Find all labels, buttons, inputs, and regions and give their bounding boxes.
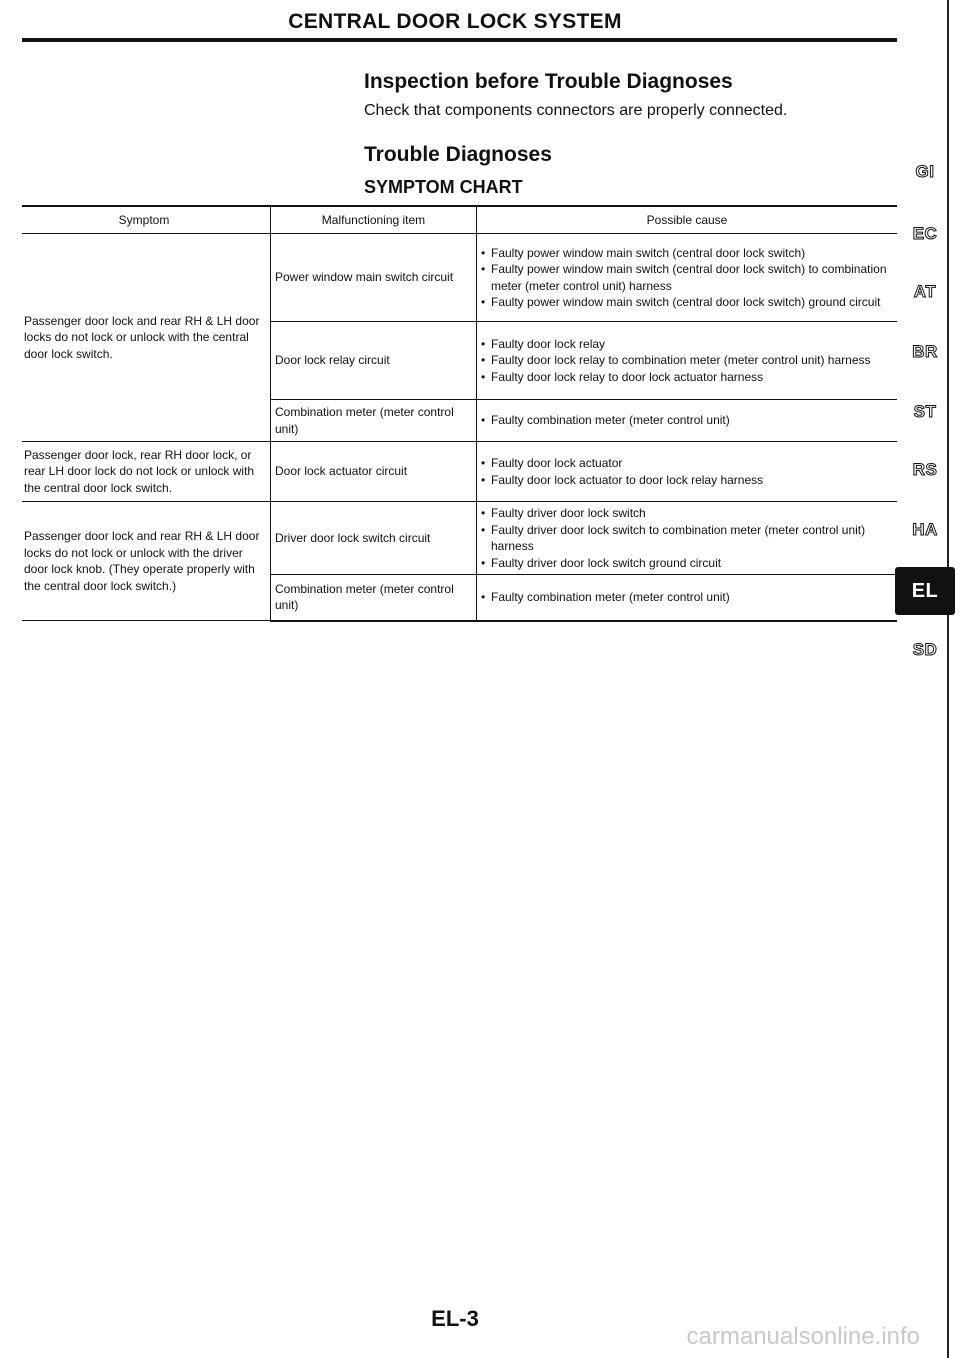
trouble-diagnoses-heading: Trouble Diagnoses (364, 143, 552, 166)
section-tab-gi[interactable]: GI (915, 162, 935, 181)
watermark: carmanualsonline.info (686, 1323, 920, 1350)
cause-cell (477, 400, 898, 442)
cause-item: • Faulty door lock actuator (481, 455, 893, 472)
table-row (22, 502, 897, 575)
header-malfunctioning-item: Malfunctioning item (271, 206, 477, 234)
item-cell: Driver door lock switch circuit (271, 502, 477, 575)
cause-item: • Faulty combination meter (meter control unit) (481, 589, 893, 606)
cause-item: • Faulty door lock relay (481, 336, 893, 353)
cause-cell (477, 575, 898, 621)
cause-item: • Faulty power window main switch (central door lock switch) ground circuit (481, 294, 893, 311)
header-rule (22, 38, 897, 42)
section-tab-br[interactable]: BR (912, 342, 938, 361)
inspection-text: Check that components connectors are properly connected. (364, 102, 788, 119)
symptom-chart-title: SYMPTOM CHART (364, 177, 523, 197)
section-tab-ec[interactable]: EC (912, 224, 938, 243)
cause-item: • Faulty door lock actuator to door lock relay harness (481, 472, 893, 489)
symptom-cell: Passenger door lock, rear RH door lock, or rear LH door lock do not lock or unlock with the central door lock switch. (22, 442, 271, 502)
table-row (22, 442, 897, 502)
cause-item: • Faulty combination meter (meter control unit) (481, 412, 893, 429)
cause-cell (477, 502, 898, 575)
section-tab-ha[interactable]: HA (912, 520, 938, 539)
item-cell: Door lock relay circuit (271, 322, 477, 400)
section-tab-rs[interactable]: RS (912, 460, 938, 479)
symptom-cell: Passenger door lock and rear RH & LH door locks do not lock or unlock with the central door lock switch. (22, 234, 271, 442)
inspection-heading: Inspection before Trouble Diagnoses (364, 70, 733, 93)
symptom-chart-table (22, 205, 897, 622)
item-cell: Combination meter (meter control unit) (271, 400, 477, 442)
header-possible-cause: Possible cause (477, 206, 898, 234)
table-header-row (22, 206, 897, 234)
cause-item: • Faulty driver door lock switch ground circuit (481, 555, 893, 572)
item-cell: Combination meter (meter control unit) (271, 575, 477, 621)
cause-cell (477, 322, 898, 400)
symptom-cell: Passenger door lock and rear RH & LH door locks do not lock or unlock with the driver door lock knob. (They operate properly with the central door lock switch.) (22, 502, 271, 621)
cause-cell (477, 234, 898, 322)
cause-item: • Faulty power window main switch (central door lock switch) (481, 245, 893, 262)
page-edge-rule (947, 0, 949, 1358)
header-symptom: Symptom (22, 206, 271, 234)
section-tab-sd[interactable]: SD (912, 640, 938, 659)
page-number: EL-3 (431, 1306, 479, 1331)
cause-item: • Faulty driver door lock switch (481, 505, 893, 522)
cause-cell (477, 442, 898, 502)
page-title: CENTRAL DOOR LOCK SYSTEM (288, 10, 622, 33)
cause-item: • Faulty door lock relay to door lock actuator harness (481, 369, 893, 386)
cause-item: • Faulty door lock relay to combination meter (meter control unit) harness (481, 352, 893, 369)
section-tab-at[interactable]: AT (913, 282, 937, 301)
cause-item: • Faulty power window main switch (central door lock switch) to combination meter (meter control unit) harness (481, 261, 893, 294)
cause-item: • Faulty driver door lock switch to combination meter (meter control unit) harness (481, 522, 893, 555)
table-row (22, 234, 897, 322)
section-tab-el-active[interactable]: EL (895, 567, 955, 615)
item-cell: Power window main switch circuit (271, 234, 477, 322)
item-cell: Door lock actuator circuit (271, 442, 477, 502)
section-tab-st[interactable]: ST (913, 402, 937, 421)
